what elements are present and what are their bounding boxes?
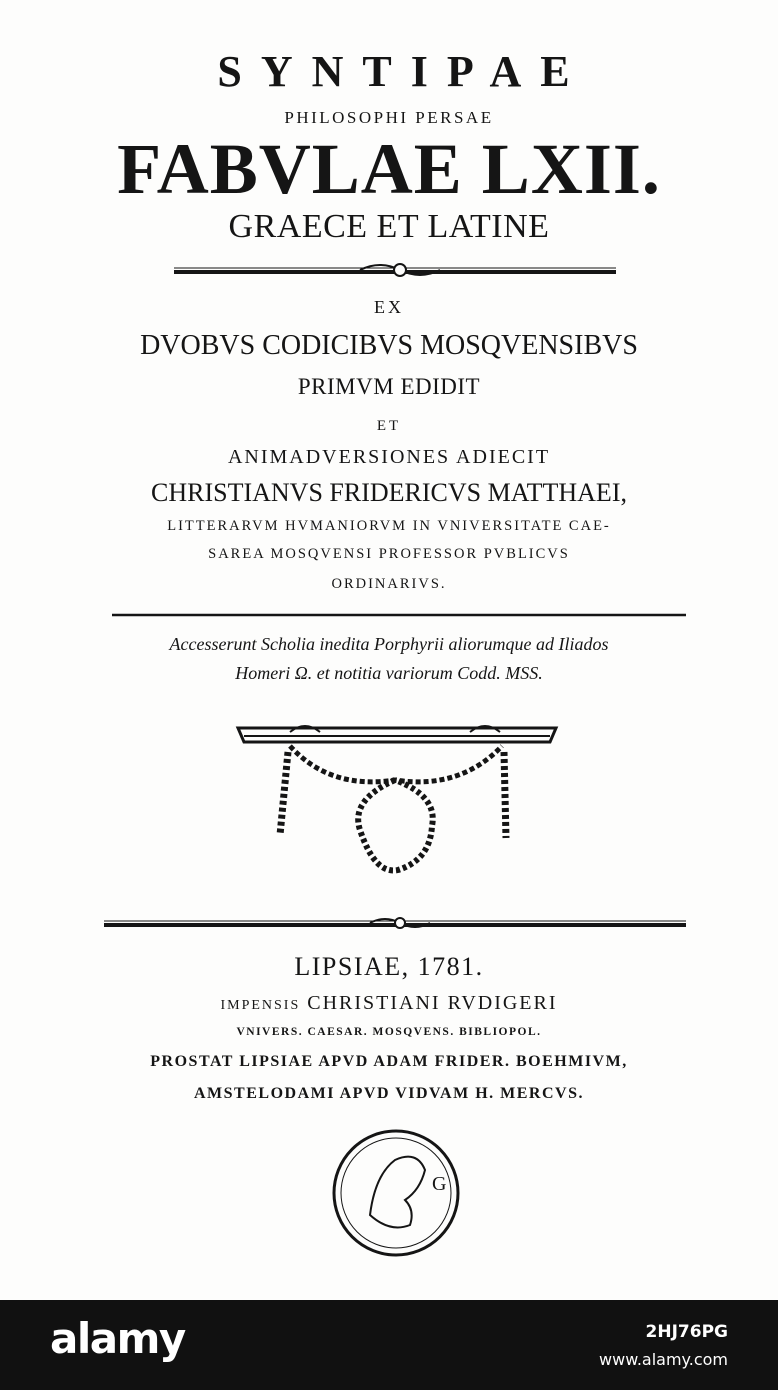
imprint-place-date: LIPSIAE, 1781.	[294, 952, 484, 981]
text-codicibus: DVOBVS CODICIBVS MOSQVENSIBVS	[140, 330, 638, 361]
author-title-1: LITTERARVM HVMANIORVM IN VNIVERSITATE CAE-	[167, 518, 611, 534]
note-scholia-1: Accesserunt Scholia inedita Porphyrii aliorumque ad Iliados	[169, 634, 609, 654]
subtitle-graece-latine: GRAECE ET LATINE	[228, 208, 550, 245]
alamy-url: www.alamy.com	[599, 1350, 728, 1369]
title-syntipae: SYNTIPAE	[217, 47, 589, 96]
imprint-bibliopol: VNIVERS. CAESAR. MOSQVENS. BIBLIOPOL.	[236, 1026, 542, 1038]
imprint-prostat: PROSTAT LIPSIAE APVD ADAM FRIDER. BOEHMIVM,	[150, 1053, 628, 1070]
imprint-rudigeri: CHRISTIANI RVDIGERI	[307, 992, 558, 1014]
text-animadversiones: ANIMADVERSIONES ADIECIT	[227, 446, 551, 468]
stamp-letter: G	[432, 1173, 447, 1195]
text-primum-edidit: PRIMVM EDIDIT	[297, 374, 481, 399]
image-code: 2HJ76PG	[645, 1322, 728, 1342]
watermark-bar	[0, 1300, 778, 1390]
text-ex: EX	[374, 297, 404, 317]
imprint-impensis: IMPENSIS	[220, 998, 301, 1013]
subtitle-philosophi: PHILOSOPHI PERSAE	[284, 108, 494, 127]
text-et: ET	[376, 418, 402, 434]
author-name: CHRISTIANVS FRIDERICVS MATTHAEI,	[151, 478, 627, 507]
alamy-logo: alamy	[50, 1314, 185, 1363]
note-scholia-2: Homeri Ω. et notitia variorum Codd. MSS.	[235, 663, 543, 683]
author-title-2: SAREA MOSQVENSI PROFESSOR PVBLICVS	[208, 546, 570, 562]
author-title-3: ORDINARIVS.	[331, 576, 447, 592]
title-fabulae: FABVLAE LXII.	[117, 129, 661, 209]
imprint-amstelodami: AMSTELODAMI APVD VIDVAM H. MERCVS.	[194, 1085, 584, 1102]
